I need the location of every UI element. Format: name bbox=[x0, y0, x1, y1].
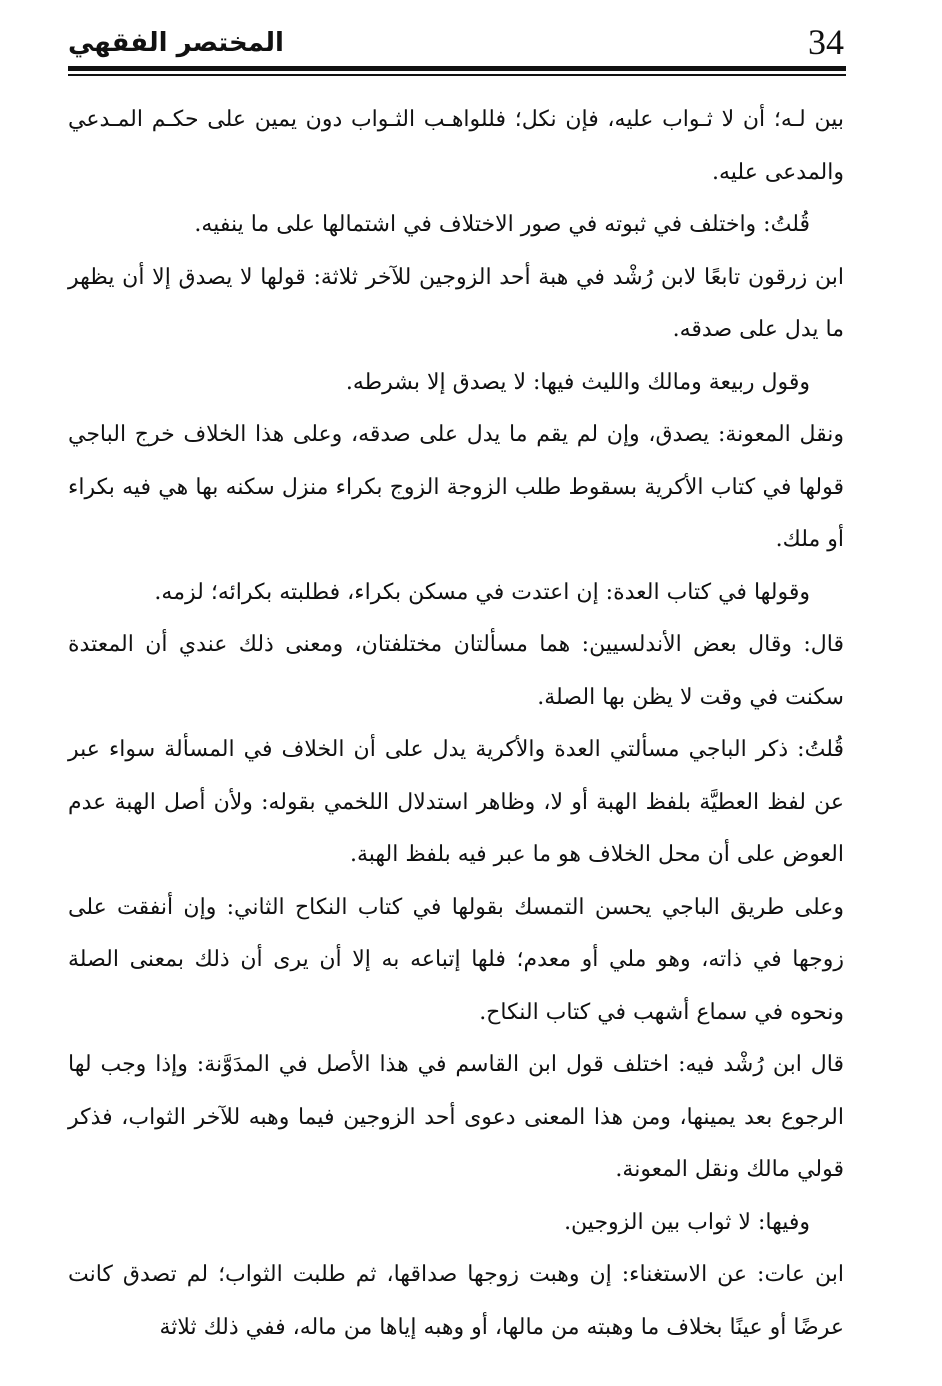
header-rule-thick bbox=[68, 66, 846, 71]
paragraph: قُلتُ: واختلف في ثبوته في صور الاختلاف في اشتمالها على ما ينفيه. bbox=[194, 212, 810, 237]
paragraph: قُلتُ: ذكر الباجي مسألتي العدة والأكرية يدل على أن الخلاف في المسألة سواء عبر عن لفظ العطيَّة بلفظ الهبة أو لا، وظاهر استدلال اللخمي بقوله: ولأن أصل الهبة عدم العوض على أن محل الخلاف هو ما عبر فيه بلفظ الهبة. bbox=[68, 737, 844, 867]
paragraph: بين لـه؛ أن لا ثـواب عليه، فإن نكل؛ فللواهـب الثـواب دون يمين على حكـم المـدعي والمدعى عليه. bbox=[68, 107, 844, 185]
paragraph: ابن زرقون تابعًا لابن رُشْد في هبة أحد الزوجين للآخر ثلاثة: قولها لا يصدق إلا أن يظهر ما يدل على صدقه. bbox=[68, 264, 844, 342]
paragraph: قال: وقال بعض الأندلسيين: هما مسألتان مختلفتان، ومعنى ذلك عندي أن المعتدة سكنت في وقت لا يظن بها الصلة. bbox=[68, 632, 844, 710]
page-number: 34 bbox=[808, 22, 844, 62]
paragraph: وفيها: لا ثواب بين الزوجين. bbox=[564, 1209, 810, 1235]
paragraph: ابن عات: عن الاستغناء: إن وهبت زوجها صداقها، ثم طلبت الثواب؛ لم تصدق كانت عرضًا أو عينًا بخلاف ما وهبته من مالها، أو وهبه إياها من ماله، ففي ذلك ثلاثة bbox=[68, 1262, 844, 1340]
header-rule-thin bbox=[68, 74, 846, 76]
page-header bbox=[68, 22, 846, 62]
paragraph: وعلى طريق الباجي يحسن التمسك بقولها في كتاب النكاح الثاني: وإن أنفقت على زوجها في ذاته، وهو ملي أو معدم؛ فلها إتباعه به إلا أن يرى أن ذلك بمعنى الصلة ونحوه في سماع أشهب في كتاب النكاح. bbox=[68, 894, 844, 1025]
paragraph: ونقل المعونة: يصدق، وإن لم يقم ما يدل على صدقه، وعلى هذا الخلاف خرج الباجي قولها في كتاب الأكرية بسقوط طلب الزوجة الزوج بكراء منزل سكنه بها هي فيه بكراء أو ملك. bbox=[68, 422, 844, 552]
paragraph: وقول ربيعة ومالك والليث فيها: لا يصدق إلا بشرطه. bbox=[345, 369, 810, 395]
paragraph: قال ابن رُشْد فيه: اختلف قول ابن القاسم في هذا الأصل في المدَوَّنة: وإذا وجب لها الرجوع بعد يمينها، ومن هذا المعنى دعوى أحد الزوجين فيما وهبه للآخر الثواب، فذكر قولي مالك ونقل المعونة. bbox=[68, 1052, 844, 1182]
paragraph: وقولها في كتاب العدة: إن اعتدت في مسكن بكراء، فطلبته بكرائه؛ لزمه. bbox=[154, 579, 810, 605]
running-title: المختصر الفقهي bbox=[68, 28, 284, 58]
body-text bbox=[68, 94, 844, 1354]
